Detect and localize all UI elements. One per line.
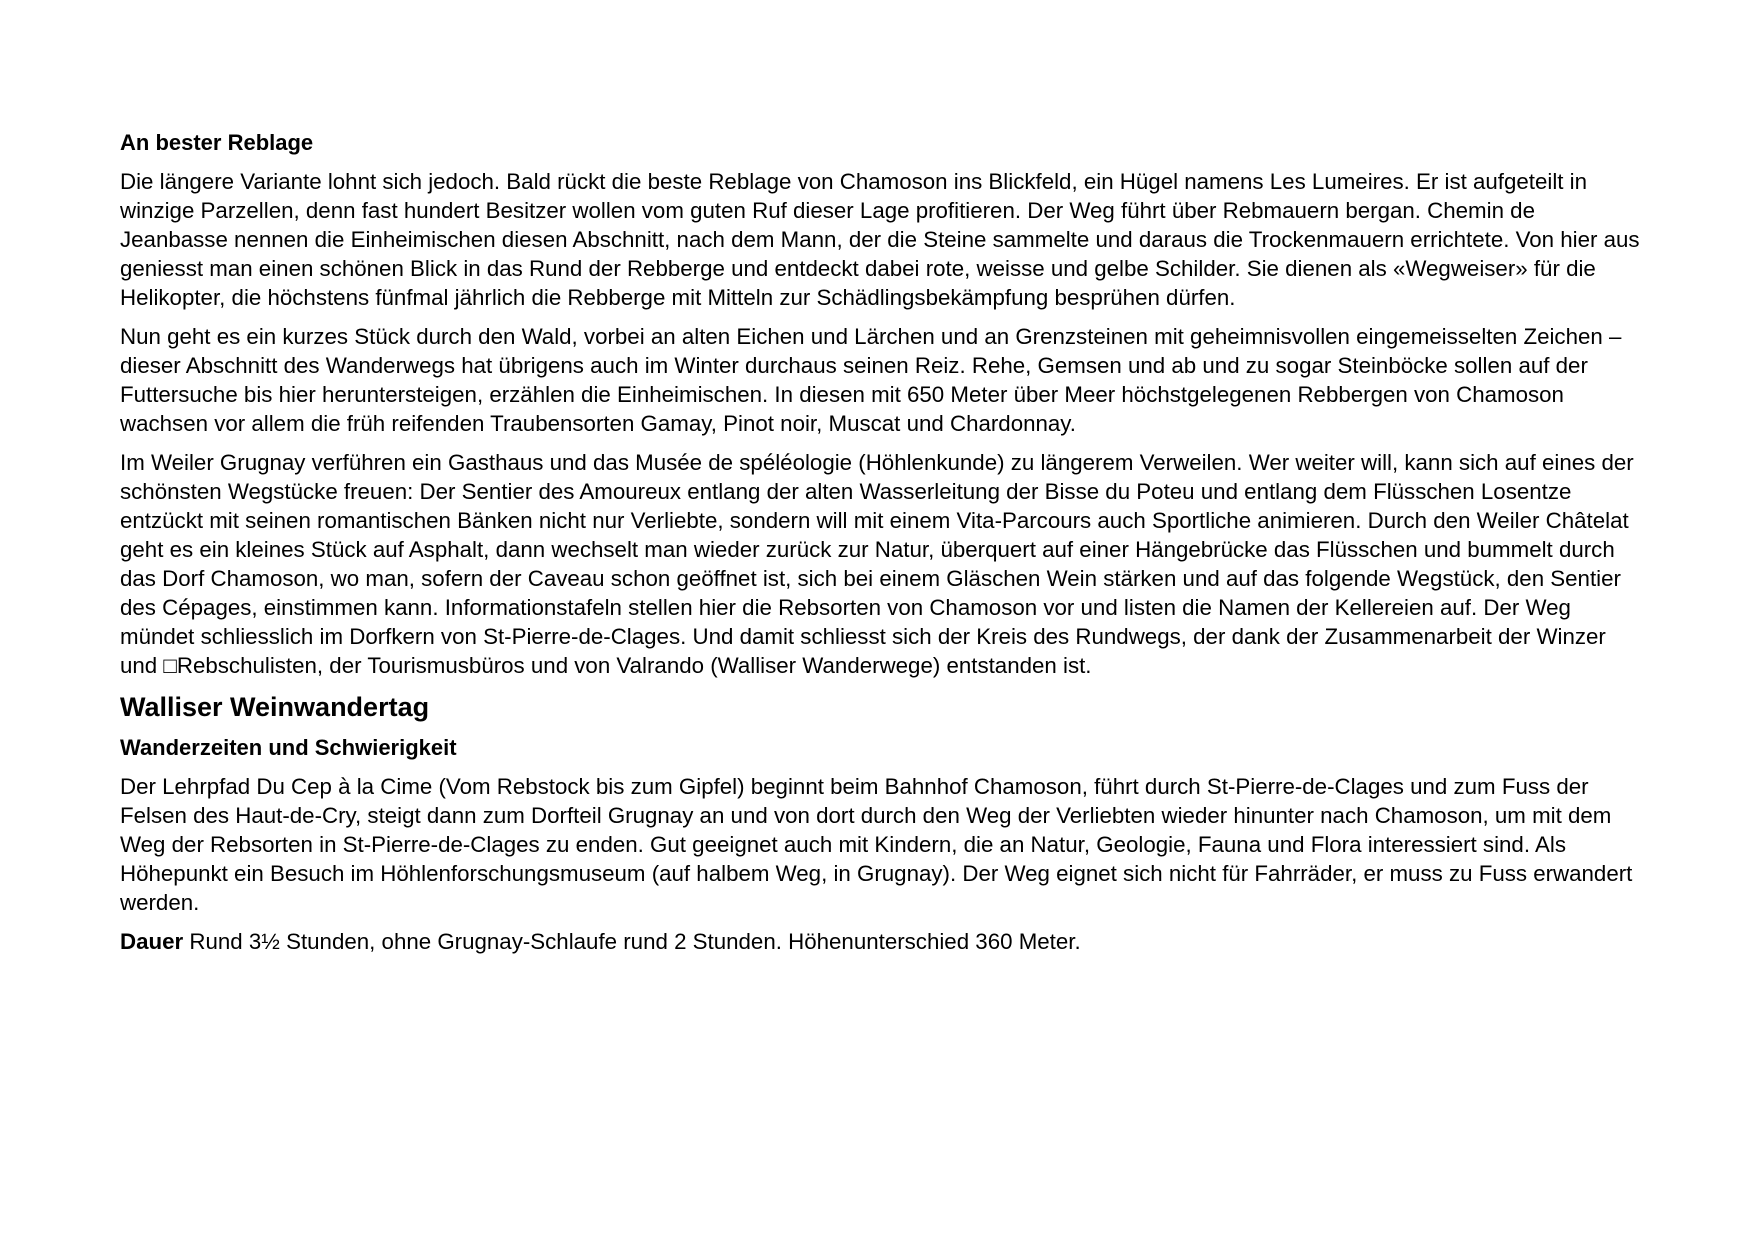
- document-page: [120, 128, 1640, 966]
- duration-line: [120, 927, 1640, 956]
- section-heading-reblage: An bester Reblage: [120, 130, 314, 155]
- paragraph-reblage-2: Nun geht es ein kurzes Stück durch den Wald, vorbei an alten Eichen und Lärchen und an Grenzsteinen mit geheimnisvollen eingemeisselten Zeichen – dieser Abschnitt des Wanderwegs hat übrigens auch im Winter durchaus seinen Reiz. Rehe, Gemsen und ab und zu sogar Steinböcke sollen auf der Futtersuche bis hier heruntersteigen, erzählen die Einheimischen. In diesen mit 650 Meter über Meer höchstgelegenen Rebbergen von Chamoson wachsen vor allem die früh reifenden Traubensorten Gamay, Pinot noir, Muscat und Chardonnay.: [120, 324, 1622, 436]
- duration-label: Dauer: [120, 929, 184, 954]
- paragraph-reblage-1: Die längere Variante lohnt sich jedoch. Bald rückt die beste Reblage von Chamoson ins Blickfeld, ein Hügel namens Les Lumeires. Er ist aufgeteilt in winzige Parzellen, denn fast hundert Besitzer wollen vom guten Ruf dieser Lage profitieren. Der Weg führt über Rebmauern bergan. Chemin de Jeanbasse nennen die Einheimischen diesen Abschnitt, nach dem Mann, der die Steine sammelte und daraus die Trockenmauern errichtete. Von hier aus geniesst man einen schönen Blick in das Rund der Rebberge und entdeckt dabei rote, weisse und gelbe Schilder. Sie dienen als «Wegweiser» für die Helikopter, die höchstens fünfmal jährlich die Rebberge mit Mitteln zur Schädlingsbekämpfung besprühen dürfen.: [120, 169, 1640, 310]
- subheading-wanderzeiten: Wanderzeiten und Schwierigkeit: [120, 735, 457, 760]
- paragraph-reblage-3: Im Weiler Grugnay verführen ein Gasthaus und das Musée de spéléologie (Höhlenkunde) zu längerem Verweilen. Wer weiter will, kann sich auf eines der schönsten Wegstücke freuen: Der Sentier des Amoureux entlang der alten Wasserleitung der Bisse du Poteu und entlang dem Flüsschen Losentze entzückt mit seinen romantischen Bänken nicht nur Verliebte, sondern will mit einem Vita-Parcours auch Sportliche animieren. Durch den Weiler Châtelat geht es ein kleines Stück auf Asphalt, dann wechselt man wieder zurück zur Natur, überquert auf einer Hängebrücke das Flüsschen und bummelt durch das Dorf Chamoson, wo man, sofern der Caveau schon geöffnet ist, sich bei einem Gläschen Wein stärken und auf das folgende Wegstück, den Sentier des Cépages, einstimmen kann. Informationstafeln stellen hier die Rebsorten von Chamoson vor und listen die Namen der Kellereien auf. Der Weg mündet schliesslich im Dorfkern von St-Pierre-de-Clages. Und damit schliesst sich der Kreis des Rundwegs, der dank der Zusammenarbeit der Winzer und □Rebschulisten, der Tourismusbüros und von Valrando (Walliser Wanderwege) entstanden ist.: [120, 450, 1634, 678]
- duration-text: Rund 3½ Stunden, ohne Grugnay-Schlaufe rund 2 Stunden. Höhenunterschied 360 Meter.: [183, 929, 1081, 954]
- section-title-weinwandertag: Walliser Weinwandertag: [120, 692, 430, 722]
- paragraph-lehrpfad: Der Lehrpfad Du Cep à la Cime (Vom Rebstock bis zum Gipfel) beginnt beim Bahnhof Chamoson, führt durch St-Pierre-de-Clages und zum Fuss der Felsen des Haut-de-Cry, steigt dann zum Dorfteil Grugnay an und von dort durch den Weg der Verliebten wieder hinunter nach Chamoson, um mit dem Weg der Rebsorten in St-Pierre-de-Clages zu enden. Gut geeignet auch mit Kindern, die an Natur, Geologie, Fauna und Flora interessiert sind. Als Höhepunkt ein Besuch im Höhlenforschungsmuseum (auf halbem Weg, in Grugnay). Der Weg eignet sich nicht für Fahrräder, er muss zu Fuss erwandert werden.: [120, 774, 1633, 915]
